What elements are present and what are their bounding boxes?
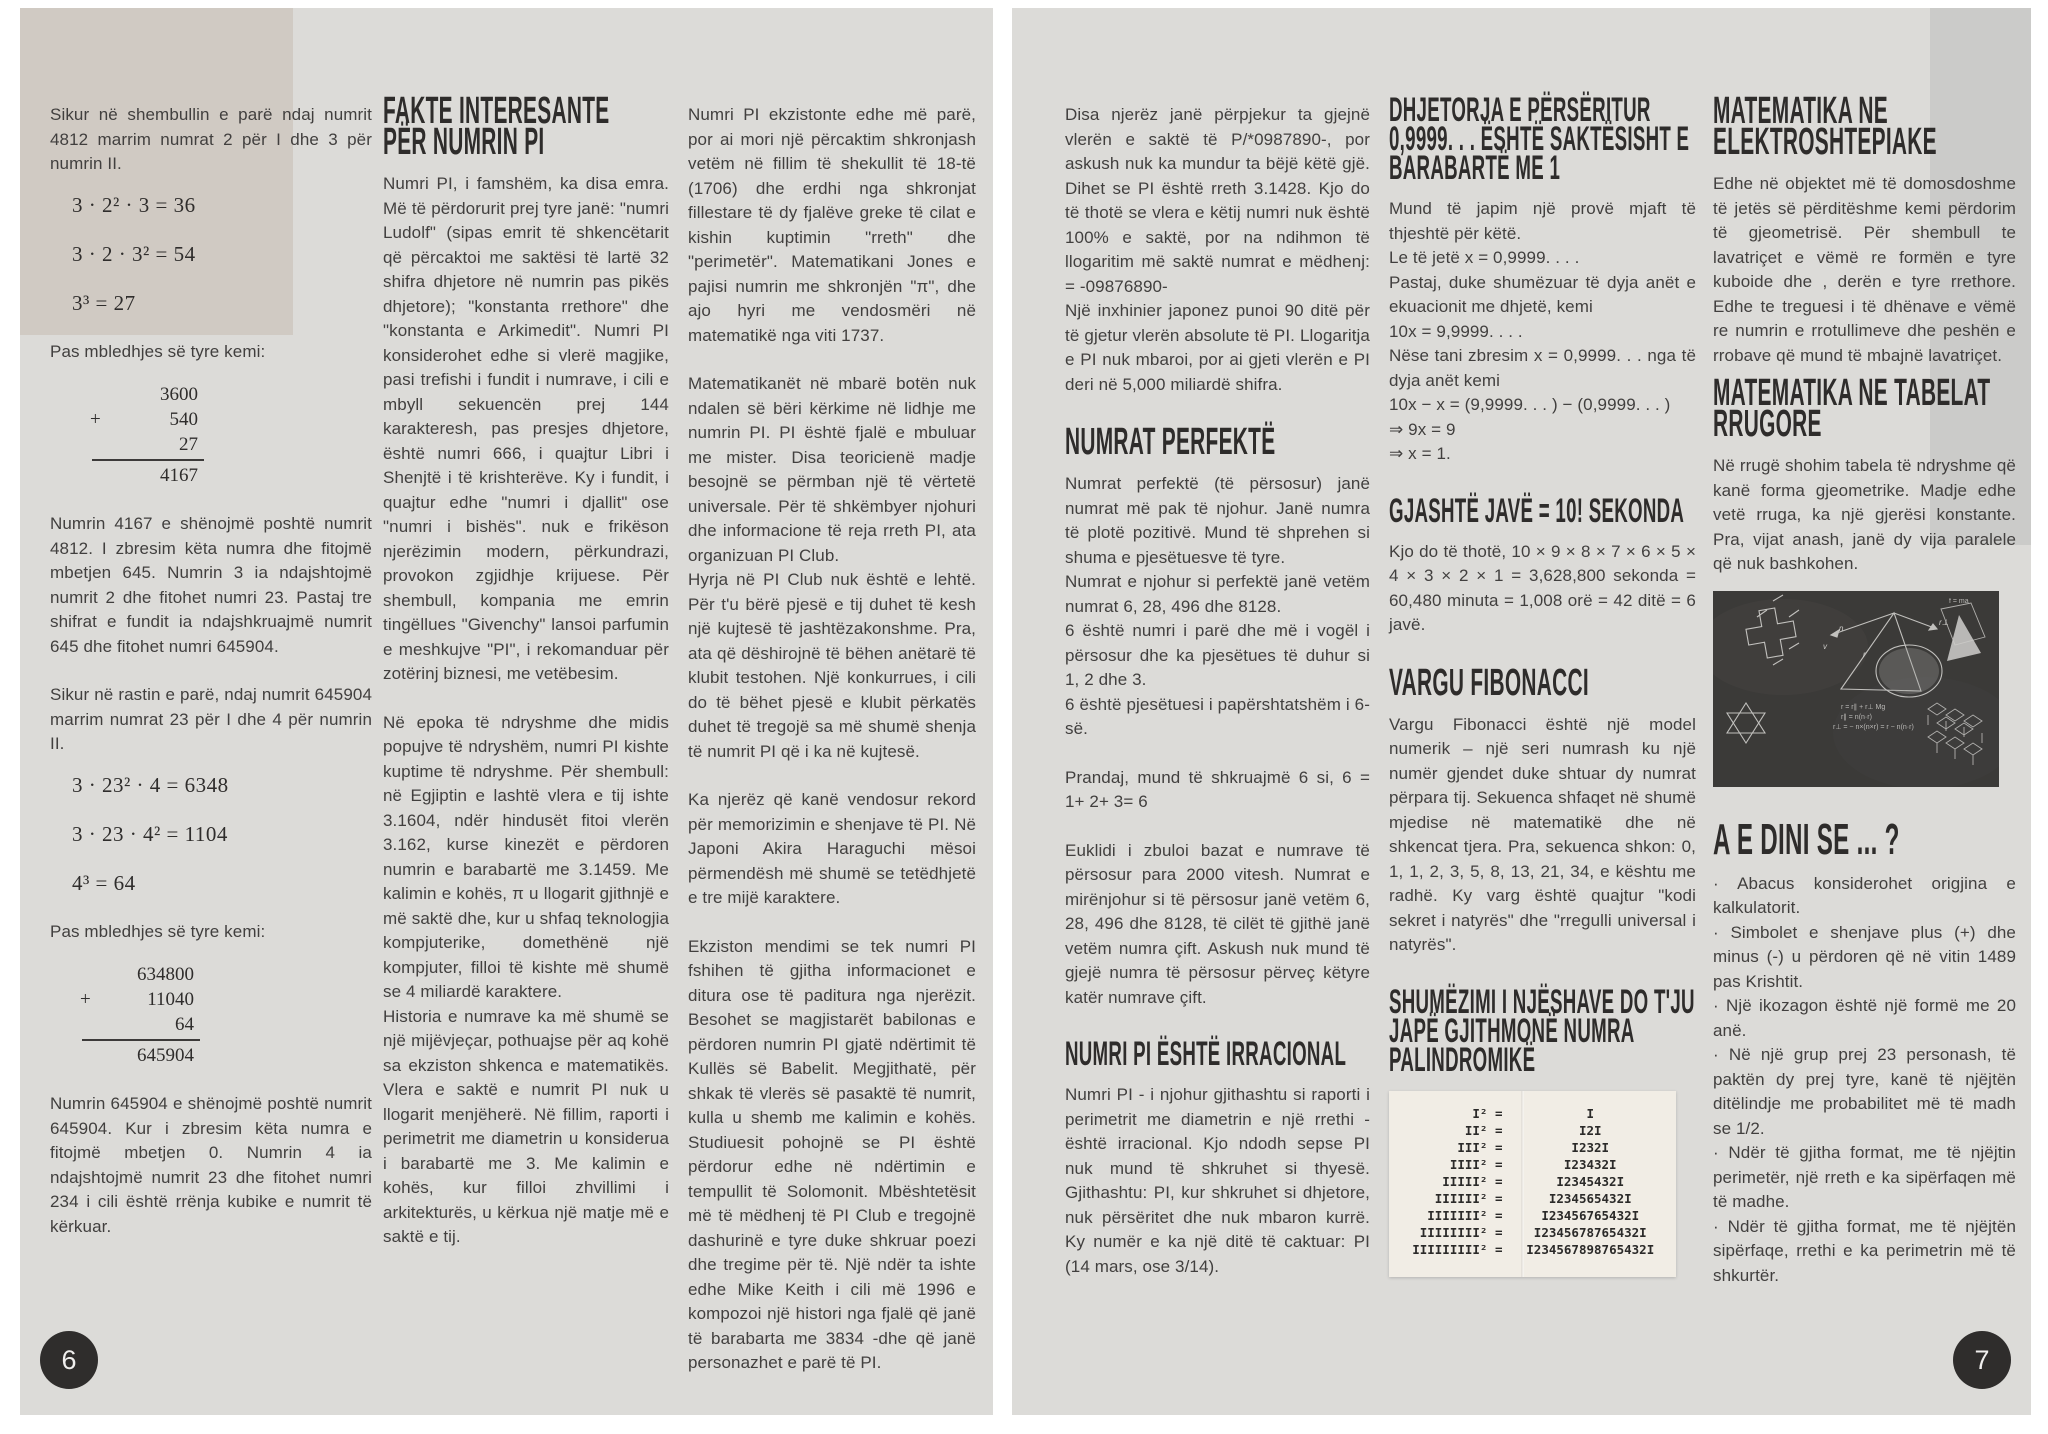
sum-label: Pas mbledhjes së tyre kemi:	[50, 341, 266, 361]
addend: 3600	[160, 384, 198, 405]
palindrome-value: I	[1586, 1105, 1595, 1121]
ones-square: IIIIII² =	[1434, 1190, 1503, 1206]
heading-line: SHUMËZIMI I NJËSHAVE DO T'JU	[1389, 982, 1695, 1021]
palindrome-value: I23456765432I	[1541, 1207, 1640, 1223]
heading-fakte-interesante	[383, 90, 669, 163]
heading-a-e-dini-se	[1713, 814, 2016, 864]
heading-matematika-tabelat	[1713, 372, 2016, 445]
body-paragraph: Prandaj, mund të shkruajmë 6 si, 6 = 1+ 2+ 3= 6	[1065, 767, 1370, 811]
palindrome-value: I2345432I	[1556, 1173, 1625, 1189]
paper-fold-line	[1521, 1091, 1524, 1277]
addend: 634800	[137, 964, 194, 985]
palindrome-row	[1395, 1156, 1670, 1173]
right-column-3	[1713, 90, 2016, 1288]
ones-square: I² =	[1472, 1105, 1503, 1121]
right-column-2	[1389, 91, 1696, 1277]
palindrome-value: I2345678765432I	[1533, 1224, 1647, 1240]
heading-line: PËR NUMRIN PI	[383, 121, 545, 163]
palindrome-row	[1395, 1122, 1670, 1139]
svg-text:n: n	[1839, 623, 1844, 633]
math-equation: 3 · 23² · 4 = 6348	[72, 772, 229, 797]
plus-sign: +	[80, 989, 91, 1010]
geometry-chalkboard-image	[1713, 591, 1999, 787]
sum-label: Pas mbledhjes së tyre kemi:	[50, 921, 266, 941]
palindrome-squares-figure	[1389, 1091, 1676, 1277]
heading-line: JAPË GJITHMONË NUMRA	[1389, 1011, 1635, 1050]
body-paragraph: Euklidi i zbuloi bazat e numrave të përsosur para 2000 vitesh. Numrat e mirënjohur si të përsosur janë vetëm 6, 28, 496 dhe 8128, të cilët të gjithë janë vetëm numra çift. Askush nuk mund të gjejë numra të përsosur përveç këtyre katër numrave çift.	[1065, 840, 1370, 1007]
heading-line: DHJETORJA E PËRSËRITUR	[1389, 91, 1651, 129]
proof-line: Le të jetë x = 0,9999. . . .	[1389, 248, 1580, 267]
sum-total: 4167	[92, 459, 204, 488]
fact-item: · Abacus konsiderohet origjina e kalkulatorit.	[1713, 873, 2016, 917]
body-paragraph: Hyrja në PI Club nuk është e lehtë. Për t'u bërë pjesë e tij duhet të kesh një kujtesë të jashtëzakonshme. Pra, ata që dëshirojnë të bëhen anëtarë të klubit testohen. Një konkurrues, i cili do të bëhet pjesë e klubit përkatës duhet të tregojë sa më shumë shenja të numrit PI që i ka në kujtesë.	[688, 570, 976, 761]
body-paragraph: Numrin 4167 e shënojmë poshtë numrit 4812. I zbresim këta numra dhe fitojmë mbetjen 645. Numrin 3 ia ndajshtojmë numrit 2 dhe fitohet numri 23. Pastaj tre shifrat e fundit ia ndajshkruajmë numrit 645 dhe fitohet numri 645904.	[50, 514, 372, 656]
palindrome-row	[1395, 1224, 1670, 1241]
body-paragraph: Sikur në shembullin e parë ndaj numrit 4812 marrim numrat 2 për I dhe 3 për numrin II.	[50, 105, 372, 173]
heading-numrat-perfekte	[1065, 421, 1370, 463]
page-left	[20, 8, 993, 1415]
palindrome-value: I2I	[1578, 1122, 1602, 1138]
body-paragraph: Sikur në rastin e parë, ndaj numrit 645904 marrim numrat 23 për I dhe 4 për numrin II.	[50, 685, 372, 753]
column-addition	[82, 962, 200, 1068]
heading-line: VARGU FIBONACCI	[1389, 661, 1589, 704]
palindrome-value: I234567898765432I	[1526, 1241, 1655, 1257]
svg-text:r⊥ = − n×(n×r) = r − n(n·r): r⊥ = − n×(n×r) = r − n(n·r)	[1833, 723, 1914, 731]
palindrome-value: I232I	[1571, 1139, 1610, 1155]
proof-line: ⇒ x = 1.	[1389, 444, 1451, 463]
sum-total: 645904	[82, 1039, 200, 1068]
palindrome-row	[1395, 1241, 1670, 1258]
fact-item: · Në një grup prej 23 personash, të paktën dy prej tyre, kanë të njëjtën ditëlindje me probabilitet më të madh se 1/2.	[1713, 1045, 2016, 1138]
body-paragraph: Ka njerëz që kanë vendosur rekord për memorizimin e shenjave të PI. Në Japoni Akira Haraguchi mësoi përmendësh më shumë se tetëdhjetë e tre mijë karaktere.	[688, 790, 976, 907]
column-addition	[92, 382, 204, 488]
fact-list	[1713, 872, 2016, 1289]
svg-text:r∥ = n(n·r): r∥ = n(n·r)	[1841, 713, 1872, 721]
fact-item: · Simbolet e shenjave plus (+) dhe minus (-) u përdoren që në vitin 1489 pas Krishtit.	[1713, 922, 2016, 991]
heading-line: BARABARTË ME 1	[1389, 149, 1561, 187]
heading-line: A E DINI SE ... ?	[1713, 814, 1900, 864]
body-paragraph: 6 është pjesëtuesi i papërshtatshëm i 6-së.	[1065, 694, 1370, 738]
body-paragraph: Disa njerëz janë përpjekur ta gjejnë vlerën e saktë të P/*0987890-, por askush nuk ka mundur ta bëjë këtë gjë. Dihet se PI është rreth 3.1428. Kjo do të thotë se vlera e këtij numri nuk është 100% e saktë, por na ndihmon të llogaritim më saktë numrat e mëdhenj: = -09876890-	[1065, 105, 1370, 296]
ones-square: IIIIIIII² =	[1419, 1224, 1503, 1240]
math-equation: 3 · 2² · 3 = 36	[72, 192, 196, 217]
equation-block	[50, 773, 372, 896]
addend: 11040	[147, 989, 194, 1010]
heading-line: 0,9999. . . ËSHTË SAKTËSISHT E	[1389, 120, 1690, 158]
proof-line: 10x = 9,9999. . . .	[1389, 321, 1523, 341]
fact-item: · Një ikozagon është një formë me 20 anë.	[1713, 996, 2016, 1040]
left-column-1	[50, 103, 372, 1239]
ones-square: IIII² =	[1449, 1156, 1503, 1172]
math-equation: 3 · 23 · 4² = 1104	[72, 821, 228, 846]
body-paragraph: Numri PI ekzistonte edhe më parë, por ai mori një përcaktim shkronjash vetëm në fillim të shekullit të 18-të (1706) dhe erdhi nga shkronjat fillestare të dy fjalëve greke të cilat e kishin kuptimin "rreth" dhe "perimetër". Matematikani Jones e pajisi numrin me shkronjën "π", dhe ajo hyri me vendosmëri në matematikë nga viti 1737.	[688, 105, 976, 345]
page-right	[1012, 8, 2031, 1415]
fact-item: · Ndër të gjitha format, me të njëjtën sipërfaqe, rrethi e ka perimetrin më të shkurtër.	[1713, 1216, 2016, 1285]
svg-text:r = r∥ + r⊥ Mg: r = r∥ + r⊥ Mg	[1841, 703, 1886, 711]
body-paragraph: Një inxhinier japonez punoi 90 ditë për të gjetur vlerën absolute të PI. Llogaritja e PI nuk mbaroi, por ai gjeti vlerën e PI deri në 5,000 miliardë shifra.	[1065, 301, 1370, 394]
heading-dhjetorja	[1389, 91, 1696, 187]
heading-gjashte-jave	[1389, 491, 1696, 530]
body-paragraph: Vargu Fibonacci është një model numerik – një seri numrash ku një numër gjendet duke shtuar dy numrat përpara tij. Sekuenca shfaqet në shumë mjedise në matematikë dhe në shkencat tjera. Pra, sekuenca shkon: 0, 1, 1, 2, 3, 5, 8, 13, 21, 34, e kështu me radhë. Ky varg është quajtur "kodi sekret i natyrës" dhe "rregulli universal i natyrës".	[1389, 714, 1696, 954]
page-number-badge: 6	[40, 1331, 98, 1389]
palindrome-value: I23432I	[1563, 1156, 1617, 1172]
heading-vargu-fibonacci	[1389, 661, 1696, 704]
body-paragraph: Numri PI - i njohur gjithashtu si raporti i perimetrit me diametrin e një rrethi - është irracional. Kjo ndodh sepse PI nuk mund të shkruhet si thyesë. Gjithashtu: PI, kur shkruhet si dhjetore, nuk përsëritet dhe nuk mbaron kurrë. Ky numër e ka një ditë të caktuar: PI (14 mars, ose 3/14).	[1065, 1085, 1370, 1276]
equation-block	[50, 193, 372, 316]
body-paragraph: Matematikanët në mbarë botën nuk ndalen së bëri kërkime në lidhje me numrin PI. PI është fjalë e mbuluar me mister. Disa teoricienë madje besojnë se përmban një të vërtetë universale. Për të shkëmbyer njohuri dhe informacione të reja rreth PI, ata organizuan PI Club.	[688, 374, 976, 565]
svg-text:v: v	[1823, 641, 1827, 651]
body-paragraph: Numrat perfektë (të përsosur) janë numrat më pak të njohur. Janë numra të plotë pozitivë. Mund të shprehen si shuma e pjesëtuesve të tyre.	[1065, 474, 1370, 567]
heading-line: PALINDROMIKË	[1389, 1040, 1536, 1079]
fact-item: · Ndër të gjitha format, me të njëjtin perimetër, një rreth e ka sipërfaqen më të madhe.	[1713, 1143, 2016, 1211]
heading-pi-irracional	[1065, 1035, 1370, 1073]
heading-matematika-elektroshtepiake	[1713, 90, 2016, 163]
body-paragraph: Historia e numrave ka më shumë se një mijëvjeçar, pothuajse për aq kohë sa ekziston shkenca e matematikës. Vlera e saktë e numrit PI nuk u llogarit menjëherë. Në fillim, raporti i perimetrit me diametrin u konsiderua i barabartë me 3. Me kalimin e kohës, kur filloi zhvillimi i arkitekturës, u kërkua një matje më e saktë e tij.	[383, 1006, 669, 1246]
math-equation: 3 · 2 · 3² = 54	[72, 241, 196, 266]
svg-text:r: r	[1863, 649, 1866, 659]
body-paragraph: Kjo do të thotë, 10 × 9 × 8 × 7 × 6 × 5 × 4 × 3 × 2 × 1 = 3,628,800 sekonda = 60,480 minuta = 1,008 orë = 42 ditë = 6 javë.	[1389, 541, 1696, 634]
heading-line: MATEMATIKA NE	[1713, 90, 1889, 132]
proof-line: Pastaj, duke shumëzuar të dyja anët e ekuacionit me dhjetë, kemi	[1389, 272, 1696, 316]
addend: 27	[179, 434, 198, 455]
body-paragraph: Në epoka të ndryshme dhe midis popujve të ndryshëm, numri PI kishte kuptime të ndryshme. Për shembull: në Egjiptin e lashtë vlera e tij ishte 3.1604, ndër hindusët fitoi vlerën 3.162, kurse kinezët e përdoren numrin e barabartë me 3.1459. Me kalimin e kohës, π u llogarit gjithnjë e më saktë dhe, kur u shfaq teknologjia kompjuterike, domethënë një kompjuter, filloi të kishte më shumë se 4 miliardë karaktere.	[383, 712, 669, 1001]
heading-line: MATEMATIKA NE TABELAT	[1713, 372, 1991, 414]
proof-line: ⇒ 9x = 9	[1389, 419, 1456, 439]
palindrome-row	[1395, 1207, 1670, 1224]
left-column-2	[383, 90, 669, 1250]
heading-line: NUMRAT PERFEKTË	[1065, 421, 1276, 463]
plus-sign: +	[90, 409, 101, 430]
body-paragraph: Numrin 645904 e shënojmë poshtë numrit 645904. Kur i zbresim këta numra e fitojmë mbetjen 0. Numrin 4 ia ndajshtojmë numrit 23 dhe fitohet numri 234 i cili është rrënja kubike e numrit të kërkuar.	[50, 1094, 372, 1236]
body-paragraph: 6 është numri i parë dhe më i vogël i përsosur dhe ka pjesëtues të duhur si 1, 2 dhe 3.	[1065, 621, 1370, 689]
math-equation: 3³ = 27	[72, 290, 136, 315]
palindrome-row	[1395, 1105, 1670, 1122]
palindrome-row	[1395, 1139, 1670, 1156]
math-equation: 4³ = 64	[72, 870, 136, 895]
svg-text:f = ma: f = ma	[1949, 597, 1969, 605]
palindrome-row	[1395, 1190, 1670, 1207]
left-column-3	[688, 103, 976, 1376]
ones-square: IIIIIII² =	[1427, 1207, 1503, 1223]
page-number-badge: 7	[1953, 1331, 2011, 1389]
body-paragraph: Në rrugë shohim tabela të ndryshme që kanë forma gjeometrike. Madje edhe vetë rruga, ka një gjerësi konstante. Pra, vijat anash, janë dy vija paralele që nuk bashkohen.	[1713, 456, 2016, 573]
palindrome-row	[1395, 1173, 1670, 1190]
body-paragraph: Numri PI, i famshëm, ka disa emra. Më të përdorurit prej tyre janë: "numri Ludolf" (sipas emrit të shkencëtarit që përcaktoi me saktësi të lartë 32 shifra dhjetore në numrin pas pikës dhjetore); "konstanta rrethore" dhe "konstanta e Arkimedit". Numri PI konsiderohet edhe si vlerë magjike, pasi trefishi i fundit i numrave, i cili e mbyll sekuencën prej 144 karakteresh, pas presjes dhjetore, është numri 666, i quajtur Libri i Shenjtë i të krishterëve. Ky i fundit, i quajtur edhe "numri i djallit" ose "numri i bishës". nuk e frikëson njerëzimin modern, përkundrazi, provokon zgjidhje krijuese. Për shembull, kompania me emrin tingëllues "Givenchy" lansoi parfumin e meshkujve "PI", i rekomanduar për zotërinj biznesi, me vetëbesim.	[383, 174, 669, 683]
heading-line: RRUGORE	[1713, 403, 1822, 445]
proof-line: 10x − x = (9,9999. . . ) − (0,9999. . . )	[1389, 395, 1671, 414]
body-paragraph: Edhe në objektet më të domosdoshme të jetës së përditëshme kemi përdorim të gjeometrisë. Për shembull te lavatriçet e vëmë re formën e tyre kuboide dhe , derën e tyre rrethore. Edhe te treguesi i të dhënave e vëmë re numrin e rrotullimeve dhe peshën e rrobave që mund të mbajnë lavatriçet.	[1713, 174, 2016, 365]
ones-square: II² =	[1464, 1122, 1503, 1138]
addend-row	[92, 407, 204, 432]
heading-line: NUMRI PI ËSHTË IRRACIONAL	[1065, 1035, 1347, 1073]
heading-line: GJASHTË JAVË = 10! SEKONDA	[1389, 491, 1685, 530]
body-paragraph: Numrat e njohur si perfektë janë vetëm numrat 6, 28, 496 dhe 8128.	[1065, 572, 1370, 616]
addend: 64	[175, 1014, 194, 1035]
heading-line: FAKTE INTERESANTE	[383, 90, 610, 132]
svg-text:r⊥: r⊥	[1939, 617, 1949, 627]
ones-square: III² =	[1457, 1139, 1503, 1155]
addend: 540	[169, 409, 198, 430]
palindrome-value: I234565432I	[1548, 1190, 1632, 1206]
right-column-1	[1065, 103, 1370, 1279]
heading-line: ELEKTROSHTEPIAKE	[1713, 121, 1937, 163]
heading-shumezimi-njeshave	[1389, 982, 1696, 1079]
proof-line: Nëse tani zbresim x = 0,9999. . . nga të dyja anët kemi	[1389, 346, 1696, 390]
addend-row	[82, 987, 200, 1012]
ones-square: IIIIIIIII² =	[1412, 1241, 1503, 1257]
body-paragraph: Ekziston mendimi se tek numri PI fshihen të gjitha informacionet e ditura ose të paditura nga njerëzit. Besohet se magjistarët babilonas e përdoren numrin PI gjatë ndërtimit të Kullës së Babelit. Megjithatë, për shkak të vlerës së pasaktë të numrit, kulla u shemb me kalimin e kohës. Studiuesit pohojnë se PI është përdorur edhe në ndërtimin e tempullit të Solomonit. Mbështetësit më të mëdhenj të PI Club e tregojnë dashurinë e tyre duke shkruar poezi dhe tregime për të. Një ndër ta ishte edhe Mike Keith i cili më 1996 e kompozoi një histori nga fjalë që janë të barabarta me 3834 -dhe që janë personazhet e parë të PI.	[688, 936, 976, 1372]
body-paragraph: Mund të japim një provë mjaft të thjeshtë për këtë.	[1389, 199, 1696, 243]
ones-square: IIIII² =	[1442, 1173, 1503, 1189]
